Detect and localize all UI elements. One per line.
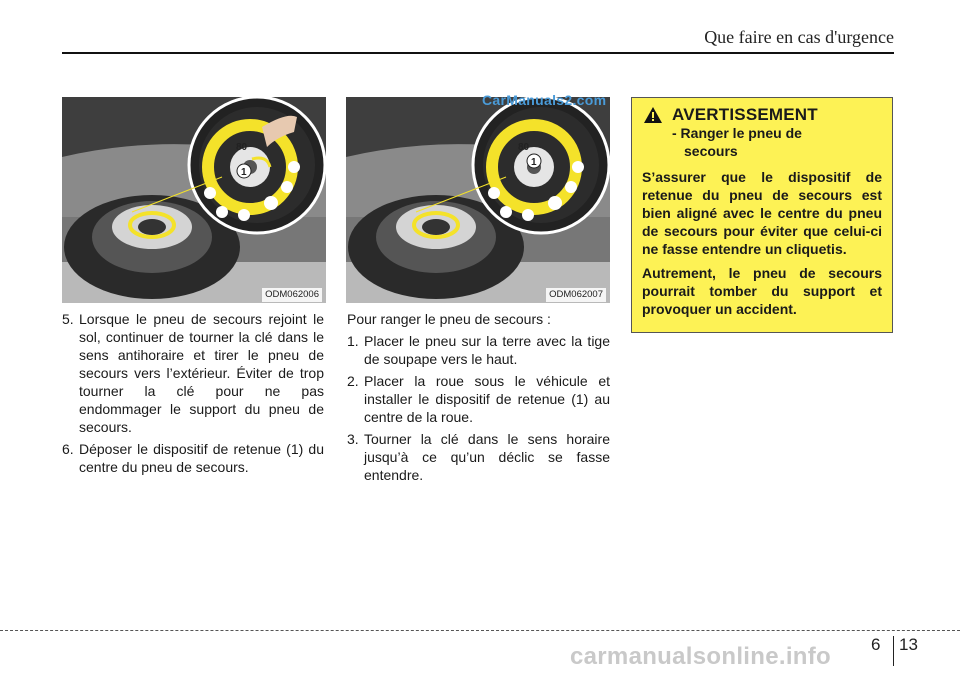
list-text: Placer le pneu sur la terre avec la tige de soupape vers le haut. (364, 333, 610, 367)
page-number-separator (893, 636, 894, 666)
list-text: Lorsque le pneu de secours rejoint le sol, continuer de tourner la clé dans le sens antihoraire et tirer le pneu de secours vers l’extérieur. Éviter de trop tourner la clé pour ne pas endommager le support du pneu de secours. (79, 311, 324, 435)
column-1-text (62, 310, 324, 480)
list-number: 2. (347, 373, 359, 389)
list-text: Tourner la clé dans le sens horaire jusqu’à ce qu’un déclic se fasse entendre. (364, 431, 610, 483)
list-item (62, 310, 324, 436)
warning-paragraph: Autrement, le pneu de secours pourrait tomber du support et provoquer un accident. (642, 265, 882, 317)
list-number: 6. (62, 441, 74, 457)
page-number: 13 (899, 635, 918, 654)
callout-1-label: 1 (241, 167, 247, 178)
list-number: 3. (347, 431, 359, 447)
header-rule (62, 52, 894, 54)
photo-spare-tire-lowering (62, 97, 326, 303)
warning-box (631, 97, 893, 333)
list-item (347, 372, 610, 426)
warning-triangle-icon (644, 107, 662, 123)
page-header-title: Que faire en cas d'urgence (704, 27, 894, 47)
tire-size-label: 80 (236, 142, 248, 153)
chapter-number: 6 (871, 635, 881, 654)
list-item (347, 332, 610, 368)
footer-site-watermark: carmanualsonline.info (570, 643, 832, 670)
list-number: 1. (347, 333, 359, 349)
watermark-carmanuals2: CarManuals2.com (482, 92, 607, 108)
intro-text: Pour ranger le pneu de secours : (347, 311, 551, 327)
list-number: 5. (62, 311, 74, 327)
warning-subtitle-line2: secours (684, 143, 738, 159)
callout-1-label: 1 (531, 157, 537, 168)
footer-rule (0, 630, 960, 631)
list-text: Placer la roue sous le véhicule et installer le dispositif de retenue (1) au centre de la roue. (364, 373, 610, 425)
warning-subtitle-line1: - Ranger le pneu de (672, 125, 802, 141)
list-text: Déposer le dispositif de retenue (1) du centre du pneu de secours. (79, 441, 324, 475)
list-item (347, 430, 610, 484)
warning-header (642, 106, 882, 124)
warning-subtitle (642, 124, 882, 160)
image-code: ODM062006 (262, 288, 322, 302)
list-item (62, 440, 324, 476)
warning-title: AVERTISSEMENT (672, 105, 818, 124)
image-code: ODM062007 (546, 288, 606, 302)
photo-spare-tire-storing (346, 97, 610, 303)
column-2-text (347, 310, 610, 488)
tire-size-label: 80 (518, 142, 530, 153)
warning-paragraph: S’assurer que le dispositif de retenue du pneu de secours est bien aligné avec le centre du pneu de secours pour éviter que celui-ci ne fasse entendre un cliquetis. (642, 169, 882, 257)
